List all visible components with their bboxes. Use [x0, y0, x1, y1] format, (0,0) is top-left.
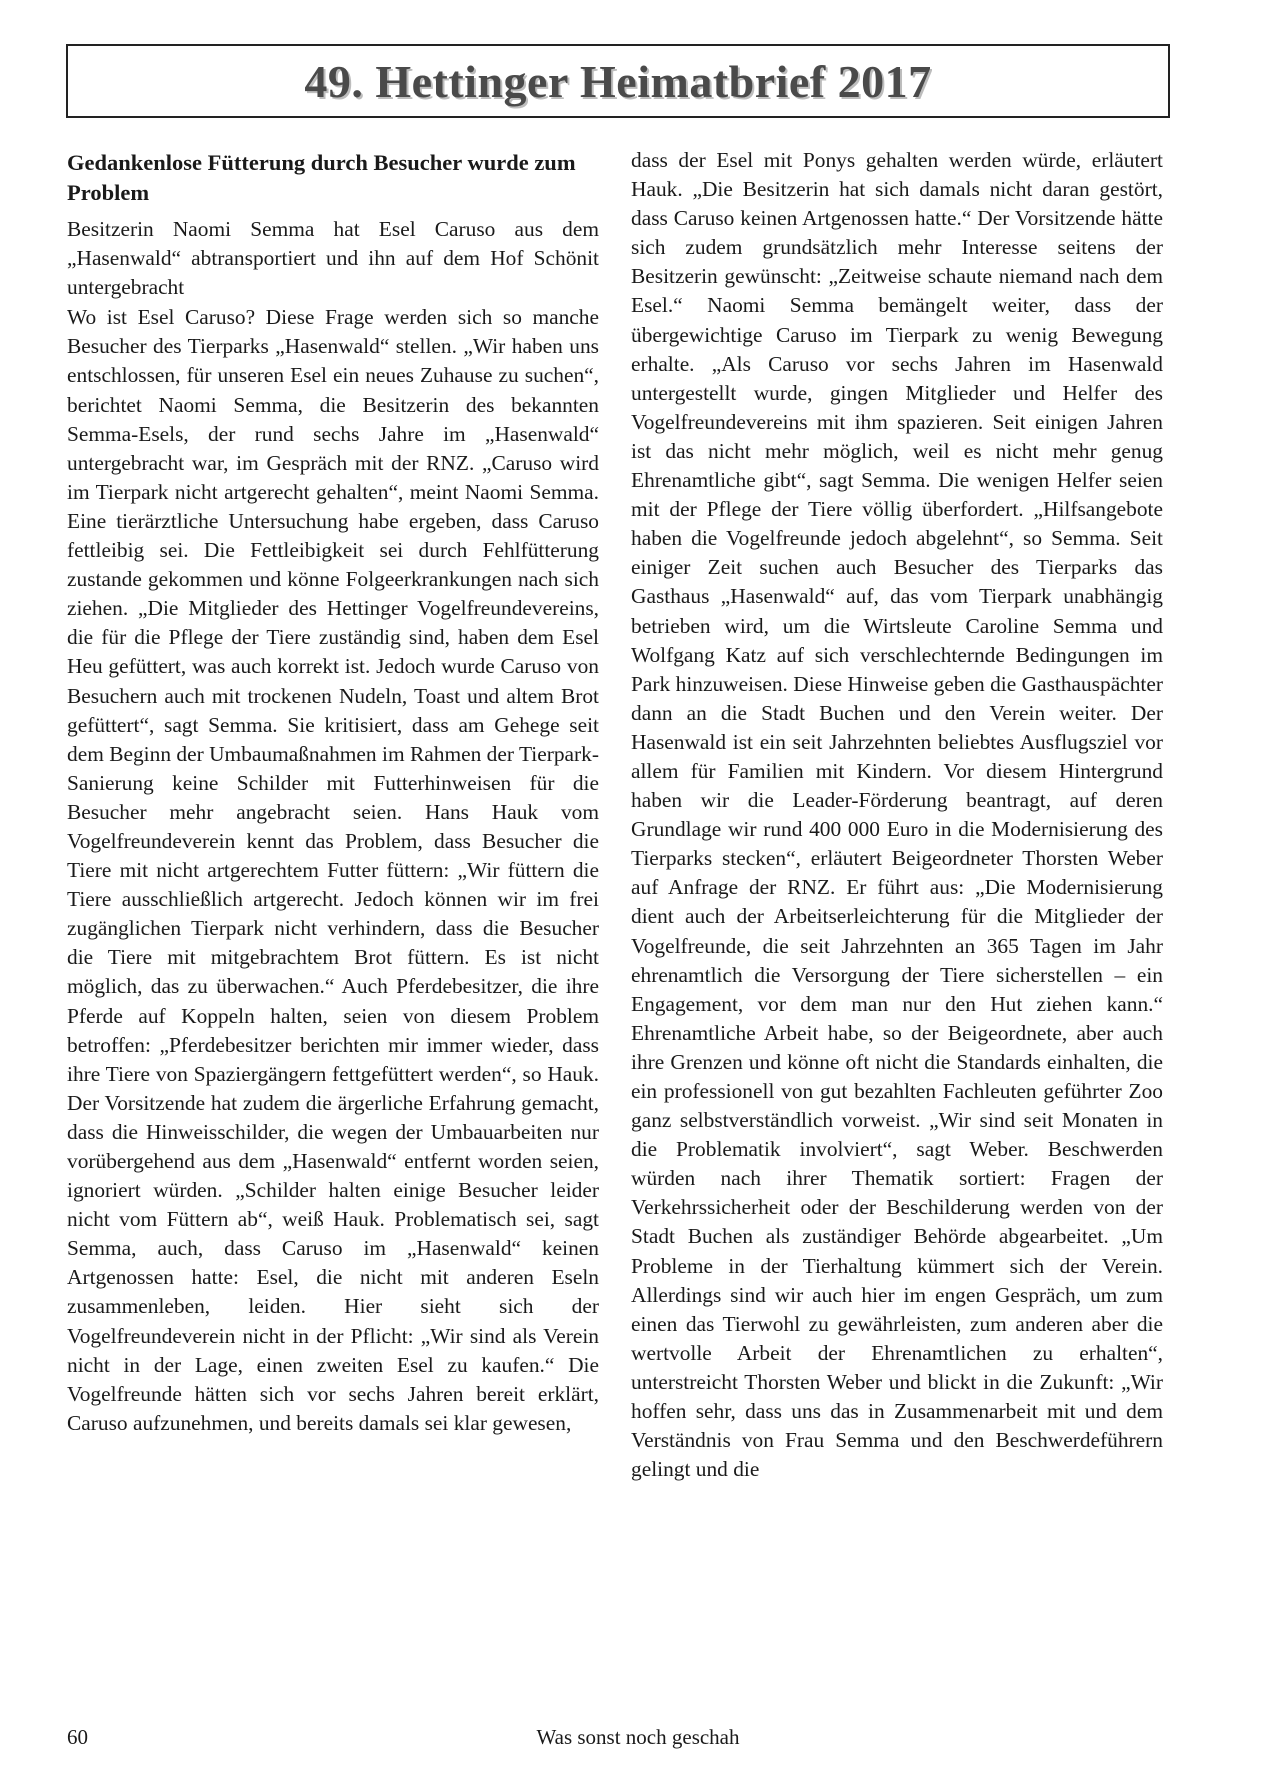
page-footer — [0, 1725, 1276, 1757]
page-title: 49. Hettinger Heimatbrief 2017 — [304, 55, 932, 107]
article-lede: Besitzerin Naomi Semma hat Esel Caruso aus dem „Hasenwald“ abtransportiert und ihn auf dem Hof Schönit untergebracht — [67, 217, 599, 300]
right-column — [631, 146, 1163, 1484]
article-headline: Gedankenlose Fütterung durch Besucher wurde zum Problem — [67, 150, 576, 205]
page-number: 60 — [67, 1725, 88, 1749]
article-body-left: Wo ist Esel Caruso? Diese Frage werden sich so manche Besucher des Tierparks „Hasenwald“ stellen. „Wir haben uns entschlossen, für unseren Esel ein neues Zuhause zu suchen“, berichtet Naomi Semma, die Besitzerin des bekannten Semma-Esels, der rund sechs Jahre im „Hasenwald“ untergebracht war, im Gespräch mit der RNZ. „Caruso wird im Tierpark nicht artgerecht gehalten“, meint Naomi Semma. Eine tierärztliche Untersuchung habe ergeben, dass Caruso fettleibig sei. Die Fettleibigkeit sei durch Fehlfütterung zustande gekommen und könne Folgeerkrankungen nach sich ziehen. „Die Mitglieder des Hettinger Vogelfreundevereins, die für die Pflege der Tiere zuständig sind, haben dem Esel Heu gefüttert, was auch korrekt ist. Jedoch wurde Caruso von Besuchern auch mit trockenen Nudeln, Toast und altem Brot gefüttert“, sagt Semma. Sie kritisiert, dass am Gehege seit dem Beginn der Umbaumaßnahmen im Rahmen der Tierpark-Sanierung keine Schilder mit Futterhinweisen für die Besucher mehr angebracht seien. Hans Hauk vom Vogelfreundeverein kennt das Problem, dass Besucher die Tiere mit nicht artgerechtem Futter füttern: „Wir füttern die Tiere ausschließlich artgerecht. Jedoch können wir im frei zugänglichen Tierpark nicht verhindern, dass die Besucher die Tiere mit mitgebrachtem Brot füttern. Es ist nicht möglich, das zu überwachen.“ Auch Pferdebesitzer, die ihre Pferde auf Koppeln halten, seien von diesem Problem betroffen: „Pferdebesitzer berichten mir immer wieder, dass ihre Tiere von Spaziergängern fettgefüttert werden“, so Hauk. Der Vorsitzende hat zudem die ärgerliche Erfahrung gemacht, dass die Hinweisschilder, die wegen der Umbauarbeiten nur vorübergehend aus dem „Hasenwald“ entfernt worden seien, ignoriert würden. „Schilder halten einige Besucher leider nicht vom Füttern ab“, weiß Hauk. Problematisch sei, sagt Semma, auch, dass Caruso im „Hasenwald“ keinen Artgenossen hatte: Esel, die nicht mit anderen Eseln zusammenleben, leiden. Hier sieht sich der Vogelfreundeverein nicht in der Pflicht: „Wir sind als Verein nicht in der Lage, einen zweiten Esel zu kaufen.“ Die Vogelfreunde hätten sich vor sechs Jahren bereit erklärt, Caruso aufzunehmen, und bereits damals sei klar gewesen, — [67, 305, 599, 1435]
footer-caption: Was sonst noch geschah — [536, 1725, 740, 1749]
header-box — [66, 44, 1170, 118]
article-body-right: dass der Esel mit Ponys gehalten werden würde, erläutert Hauk. „Die Besitzerin hat sich damals nicht daran gestört, dass Caruso keinen Artgenossen hatte.“ Der Vorsitzende hätte sich zudem grundsätzlich mehr Interesse seitens der Besitzerin gewünscht: „Zeitweise schaute niemand nach dem Esel.“ Naomi Semma bemängelt weiter, dass der übergewichtige Caruso im Tierpark zu wenig Bewegung erhalte. „Als Caruso vor sechs Jahren im Hasenwald untergestellt wurde, gingen Mitglieder und Helfer des Vogelfreundevereins mit ihm spazieren. Seit einigen Jahren ist das nicht mehr möglich, weil es nicht mehr genug Ehrenamtliche gibt“, sagt Semma. Die wenigen Helfer seien mit der Pflege der Tiere völlig überfordert. „Hilfsangebote haben die Vogelfreunde jedoch abgelehnt“, so Semma. Seit einiger Zeit suchen auch Besucher des Tierparks das Gasthaus „Hasenwald“ auf, das vom Tierpark unabhängig betrieben wird, um die Wirtsleute Caroline Semma und Wolfgang Katz auf sich verschlechternde Bedingungen im Park hinzuweisen. Diese Hinweise geben die Gasthauspächter dann an die Stadt Buchen und den Verein weiter. Der Hasenwald ist ein seit Jahrzehnten beliebtes Ausflugsziel vor allem für Familien mit Kindern. Vor diesem Hintergrund haben wir die Leader-Förderung beantragt, auf deren Grundlage wir rund 400 000 Euro in die Modernisierung des Tierparks stecken“, erläutert Beigeordneter Thorsten Weber auf Anfrage der RNZ. Er führt aus: „Die Modernisierung dient auch der Arbeitserleichterung für die Mitglieder der Vogelfreunde, die seit Jahrzehnten an 365 Tagen im Jahr ehrenamtlich die Versorgung der Tiere sicherstellen – ein Engagement, vor dem man nur den Hut ziehen kann.“ Ehrenamtliche Arbeit habe, so der Beigeordnete, aber auch ihre Grenzen und könne oft nicht die Standards einhalten, die ein professionell von gut bezahlten Fachleuten geführter Zoo ganz selbstverständlich vorweist. „Wir sind seit Monaten in die Problematik involviert“, sagt Weber. Beschwerden würden nach ihrer Thematik sortiert: Fragen der Verkehrssicherheit oder der Beschilderung werden von der Stadt Buchen als zuständiger Behörde abgearbeitet. „Um Probleme in der Tierhaltung kümmert sich der Verein. Allerdings sind wir auch hier im engen Gespräch, um zum einen das Tierwohl zu gewährleisten, zum anderen aber die wertvolle Arbeit der Ehrenamtlichen zu erhalten“, unterstreicht Thorsten Weber und blickt in die Zukunft: „Wir hoffen sehr, dass uns das in Zusammenarbeit mit und dem Verständnis von Frau Semma und den Beschwerdeführern gelingt und die — [631, 148, 1163, 1482]
left-column — [67, 148, 599, 1438]
